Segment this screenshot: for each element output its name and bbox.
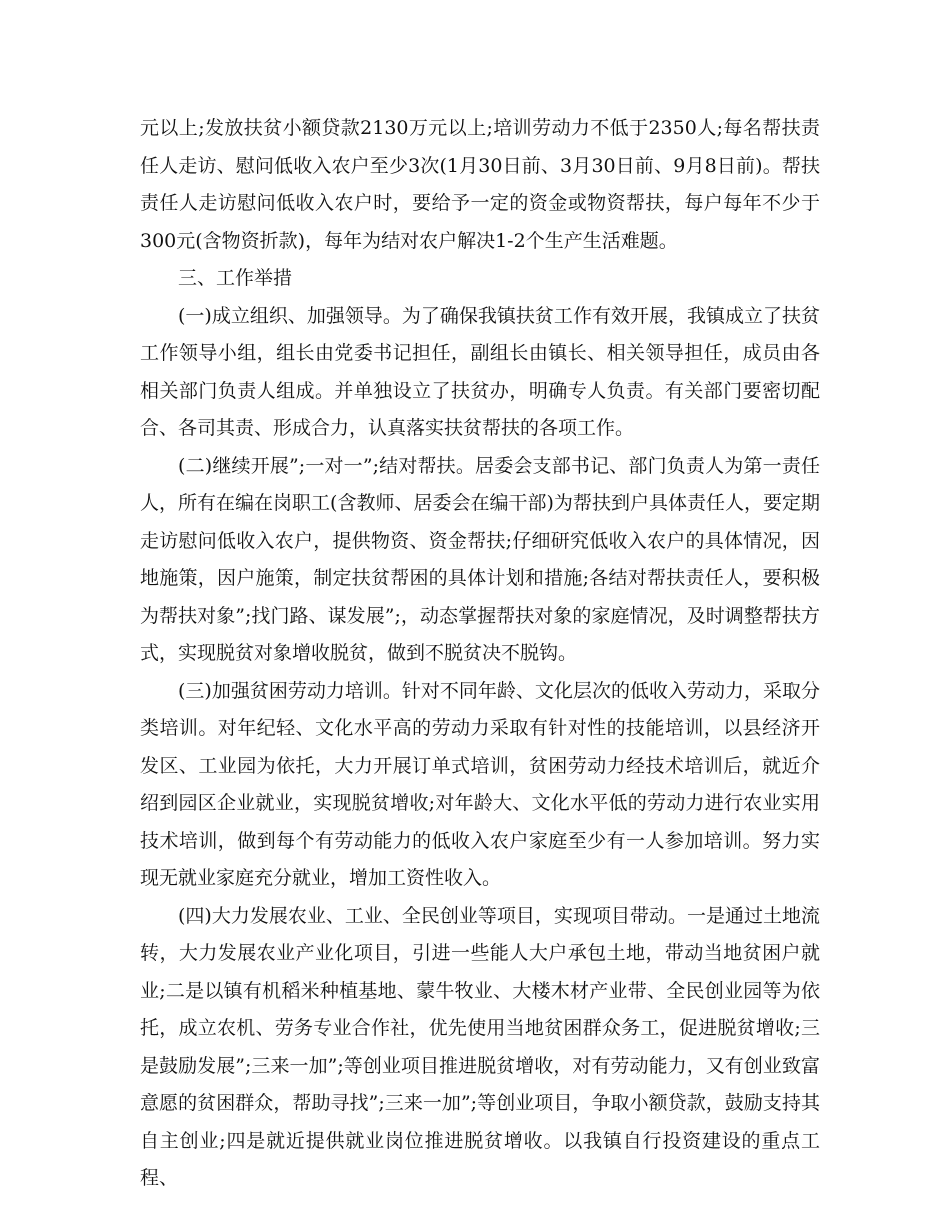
document-body xyxy=(140,110,820,1198)
section-heading-work-measures: 三、工作举措 xyxy=(178,267,293,289)
paragraph-measure-4: (四)大力发展农业、工业、全民创业等项目，实现项目带动。一是通过土地流转，大力发展农业产业化项目，引进一些能人大户承包土地，带动当地贫困户就业;二是以镇有机稻米种植基地、蒙牛牧业、大楼木材产业带、全民创业园等为依托，成立农机、劳务专业合作社，优先使用当地贫困群众务工，促进脱贫增收;三是鼓励发展”;三来一加”;等创业项目推进脱贫增收，对有劳动能力，又有创业致富意愿的贫困群众，帮助寻找”;三来一加”;等创业项目，争取小额贷款，鼓励支持其自主创业;四是就近提供就业岗位推进脱贫增收。以我镇自行投资建设的重点工程、 xyxy=(140,904,820,1189)
paragraph-targets: 元以上;发放扶贫小额贷款2130万元以上;培训劳动力不低于2350人;每名帮扶责任人走访、慰问低收入农户至少3次(1月30日前、3月30日前、9月8日前)。帮扶责任人走访慰问低收入农户时，要给予一定的资金或物资帮扶，每户每年不少于300元(含物资折款)，每年为结对农户解决1-2个生产生活难题。 xyxy=(140,117,820,252)
paragraph-measure-1: (一)成立组织、加强领导。为了确保我镇扶贫工作有效开展，我镇成立了扶贫工作领导小组，组长由党委书记担任，副组长由镇长、相关领导担任，成员由各相关部门负责人组成。并单独设立了扶贫办，明确专人负责。有关部门要密切配合、各司其责、形成合力，认真落实扶贫帮扶的各项工作。 xyxy=(140,304,820,439)
paragraph-measure-3: (三)加强贫困劳动力培训。针对不同年龄、文化层次的低收入劳动力，采取分类培训。对年纪轻、文化水平高的劳动力采取有针对性的技能培训，以县经济开发区、工业园为依托，大力开展订单式培训，贫困劳动力经技术培训后，就近介绍到园区企业就业，实现脱贫增收;对年龄大、文化水平低的劳动力进行农业实用技术培训，做到每个有劳动能力的低收入农户家庭至少有一人参加培训。努力实现无就业家庭充分就业，增加工资性收入。 xyxy=(140,679,820,889)
paragraph-measure-2: (二)继续开展”;一对一”;结对帮扶。居委会支部书记、部门负责人为第一责任人，所有在编在岗职工(含教师、居委会在编干部)为帮扶到户具体责任人，要定期走访慰问低收入农户，提供物资、资金帮扶;仔细研究低收入农户的具体情况，因地施策，因户施策，制定扶贫帮困的具体计划和措施;各结对帮扶责任人，要积极为帮扶对象”;找门路、谋发展”;，动态掌握帮扶对象的家庭情况，及时调整帮扶方式，实现脱贫对象增收脱贫，做到不脱贫决不脱钩。 xyxy=(140,454,820,664)
